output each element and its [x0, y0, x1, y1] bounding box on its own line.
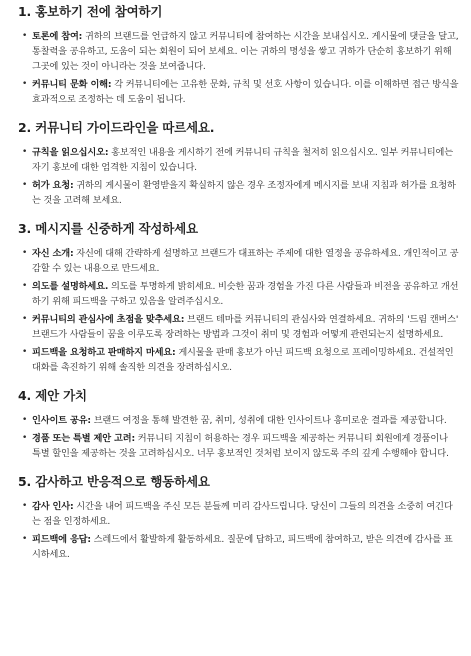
item-label: 감사 인사: — [32, 501, 74, 512]
item-text: 브랜드 테마를 커뮤니티의 관심사와 연결하세요. 귀하의 '드림 캔버스' 브랜드가 사람들이 꿈을 이루도록 장려하는 방법과 그것이 취미 및 경험과 어떻게 관련되는지 설명하세요. — [32, 314, 459, 340]
list-item — [20, 77, 459, 107]
bullet-list — [20, 29, 459, 107]
section-5 — [20, 474, 459, 562]
item-label: 허가 요청: — [32, 180, 74, 191]
item-label: 커뮤니티의 관심사에 초점을 맞추세요: — [32, 314, 185, 325]
list-item — [20, 312, 459, 342]
list-item — [20, 345, 459, 375]
item-text: 시간을 내어 피드백을 주신 모든 분들께 미리 감사드립니다. 당신이 그들의 의견을 소중히 여긴다는 점을 인정하세요. — [32, 501, 453, 527]
item-label: 피드백에 응답: — [32, 534, 91, 545]
bullet-icon: • — [22, 248, 28, 258]
list-item — [20, 178, 459, 208]
item-text: 귀하의 브랜드를 언급하지 않고 커뮤니티에 참여하는 시간을 보내십시오. 게시물에 댓글을 달고, 통찰력을 공유하고, 도움이 되는 회원이 되어 보세요. 이는 귀하의 명성을 쌓고 귀하가 단순히 홍보하기 위해 그곳에 있는 것이 아니라는 것을 보여줍니다. — [32, 31, 459, 72]
section-title: 1. 홍보하기 전에 참여하기 — [18, 4, 163, 19]
bullet-icon: • — [22, 433, 28, 443]
list-item — [20, 29, 459, 74]
bullet-icon: • — [22, 314, 28, 324]
bullet-icon: • — [22, 147, 28, 157]
bullet-icon: • — [22, 180, 28, 190]
item-text: 각 커뮤니티에는 고유한 문화, 규칙 및 선호 사항이 있습니다. 이를 이해하면 접근 방식을 효과적으로 조정하는 데 도움이 됩니다. — [32, 79, 459, 105]
bullet-list — [20, 246, 459, 375]
item-label: 인사이트 공유: — [32, 415, 91, 426]
item-label: 규칙을 읽으십시오: — [32, 147, 109, 158]
item-text: 홍보적인 내용을 게시하기 전에 커뮤니티 규칙을 철저히 읽으십시오. 일부 커뮤니티에는 자기 홍보에 대한 엄격한 지침이 있습니다. — [32, 147, 453, 173]
section-title: 2. 커뮤니티 가이드라인을 따르세요. — [18, 120, 215, 135]
section-title: 4. 제안 가치 — [18, 388, 87, 403]
section-2 — [20, 120, 459, 208]
section-1 — [20, 4, 459, 107]
list-item — [20, 145, 459, 175]
bullet-icon: • — [22, 347, 28, 357]
item-text: 스레드에서 활발하게 활동하세요. 질문에 답하고, 피드백에 참여하고, 받은 의견에 감사를 표시하세요. — [32, 534, 453, 560]
item-label: 토론에 참여: — [32, 31, 83, 42]
item-label: 자신 소개: — [32, 248, 74, 259]
item-label: 피드백을 요청하고 판매하지 마세요: — [32, 347, 176, 358]
item-text: 브랜드 여정을 통해 발견한 꿈, 취미, 성취에 대한 인사이트나 흥미로운 결과를 제공합니다. — [90, 415, 447, 426]
list-item — [20, 413, 459, 428]
item-text: 귀하의 게시물이 환영받을지 확실하지 않은 경우 조정자에게 메시지를 보내 지침과 허가를 요청하는 것을 고려해 보세요. — [32, 180, 456, 206]
bullet-list — [20, 499, 459, 562]
bullet-icon: • — [22, 534, 28, 544]
bullet-icon: • — [22, 79, 28, 89]
item-text: 자신에 대해 간략하게 설명하고 브랜드가 대표하는 주제에 대한 열정을 공유하세요. 개인적이고 공감할 수 있는 내용으로 만드세요. — [32, 248, 459, 274]
list-item — [20, 532, 459, 562]
section-title: 5. 감사하고 반응적으로 행동하세요 — [18, 474, 210, 489]
bullet-icon: • — [22, 281, 28, 291]
list-item — [20, 499, 459, 529]
item-text: 게시물을 판매 홍보가 아닌 피드백 요청으로 프레이밍하세요. 건설적인 대화를 촉진하기 위해 솔직한 의견을 장려하십시오. — [32, 347, 454, 373]
bullet-list — [20, 145, 459, 208]
list-item — [20, 246, 459, 276]
bullet-icon: • — [22, 415, 28, 425]
item-text: 커뮤니티 지침이 허용하는 경우 피드백을 제공하는 커뮤니티 회원에게 경품이나 특별 할인을 제공하는 것을 고려하십시오. 너무 홍보적인 것처럼 보이지 않도록 주의 깊게 수행해야 합니다. — [32, 433, 449, 459]
section-3 — [20, 221, 459, 375]
bullet-icon: • — [22, 501, 28, 511]
bullet-list — [20, 413, 459, 461]
item-label: 의도를 설명하세요. — [32, 281, 109, 292]
section-4 — [20, 388, 459, 461]
list-item — [20, 279, 459, 309]
list-item — [20, 431, 459, 461]
bullet-icon: • — [22, 31, 28, 41]
item-label: 커뮤니티 문화 이해: — [32, 79, 112, 90]
item-label: 경품 또는 특별 제안 고려: — [32, 433, 135, 444]
section-title: 3. 메시지를 신중하게 작성하세요 — [18, 221, 198, 236]
item-text: 의도를 투명하게 밝히세요. 비슷한 꿈과 경험을 가진 다른 사람들과 비전을 공유하고 개선하기 위해 피드백을 구하고 있음을 알려주십시오. — [32, 281, 459, 307]
